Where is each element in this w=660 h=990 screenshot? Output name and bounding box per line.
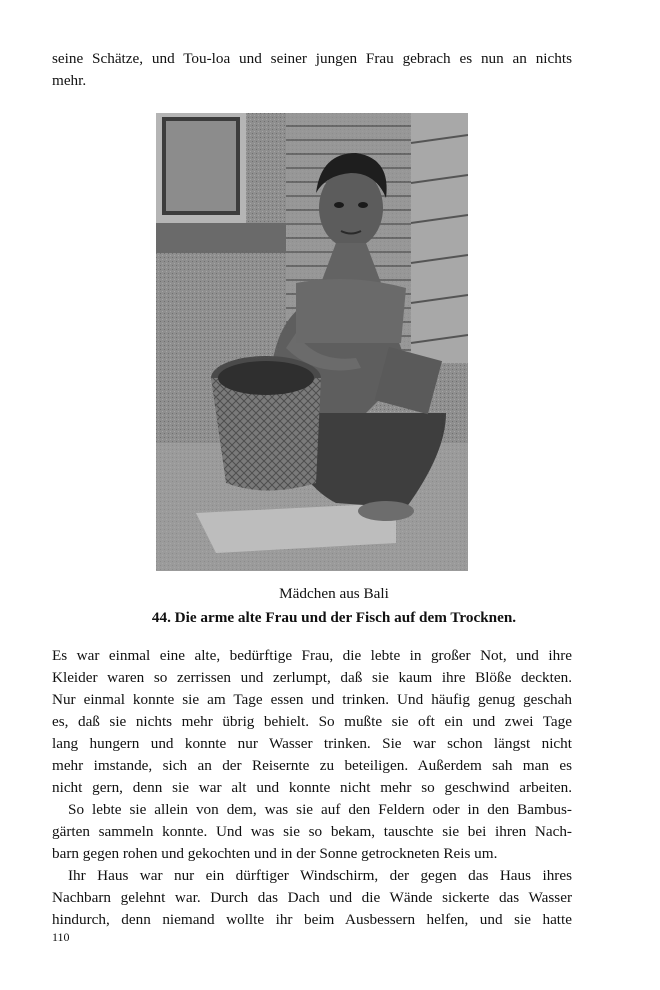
photo-girl-from-bali bbox=[156, 113, 468, 571]
text-line: nicht gern, denn sie war alt und konnte nicht mehr so geschwind arbeiten. bbox=[52, 779, 572, 796]
page-number: 110 bbox=[52, 930, 70, 944]
text-line: barn gegen rohen und gekochten und in der Sonne getrockneten Reis um. bbox=[52, 845, 498, 862]
text-line: lang hungern und konnte nur Wasser trinken. Sie war schon längst nicht bbox=[52, 735, 572, 752]
text-line: mehr. bbox=[52, 72, 87, 89]
figure-caption: Mädchen aus Bali bbox=[279, 585, 389, 602]
text-line: Es war einmal eine alte, bedürftige Frau, die lebte in großer Not, und ihre bbox=[52, 647, 572, 664]
text-line: gärten sammeln konnte. Und was sie so bekam, tauschte sie bei ihren Nach- bbox=[52, 823, 572, 840]
continuation-paragraph bbox=[52, 48, 572, 92]
chapter-heading: 44. Die arme alte Frau und der Fisch auf dem Trocknen. bbox=[151, 609, 517, 626]
text-line: Nachbarn gelehnt war. Durch das Dach und die Wände sickerte das Wasser bbox=[52, 889, 572, 906]
story-paragraphs bbox=[52, 645, 572, 931]
text-line: mehr imstande, sich an der Reisernte zu beteiligen. Außerdem sah man es bbox=[52, 757, 572, 774]
text-line: Ihr Haus war nur ein dürftiger Windschirm, der gegen das Haus ihres bbox=[68, 867, 572, 884]
text-line: Kleider waren so zerrissen und zerlumpt, daß sie kaum ihre Blöße deckten. bbox=[52, 669, 572, 686]
text-line: es, daß sie nichts mehr übrig behielt. So mußte sie oft ein und zwei Tage bbox=[52, 713, 572, 730]
text-line: hindurch, denn niemand wollte ihr beim Ausbessern helfen, und sie hatte bbox=[52, 911, 572, 928]
text-line: Nur einmal konnte sie am Tage essen und trinken. Und häufig genug geschah bbox=[52, 691, 572, 708]
text-line: So lebte sie allein von dem, was sie auf den Feldern oder in den Bambus- bbox=[68, 801, 572, 818]
text-line: seine Schätze, und Tou-loa und seiner jungen Frau gebrach es nun an nichts bbox=[52, 50, 572, 67]
